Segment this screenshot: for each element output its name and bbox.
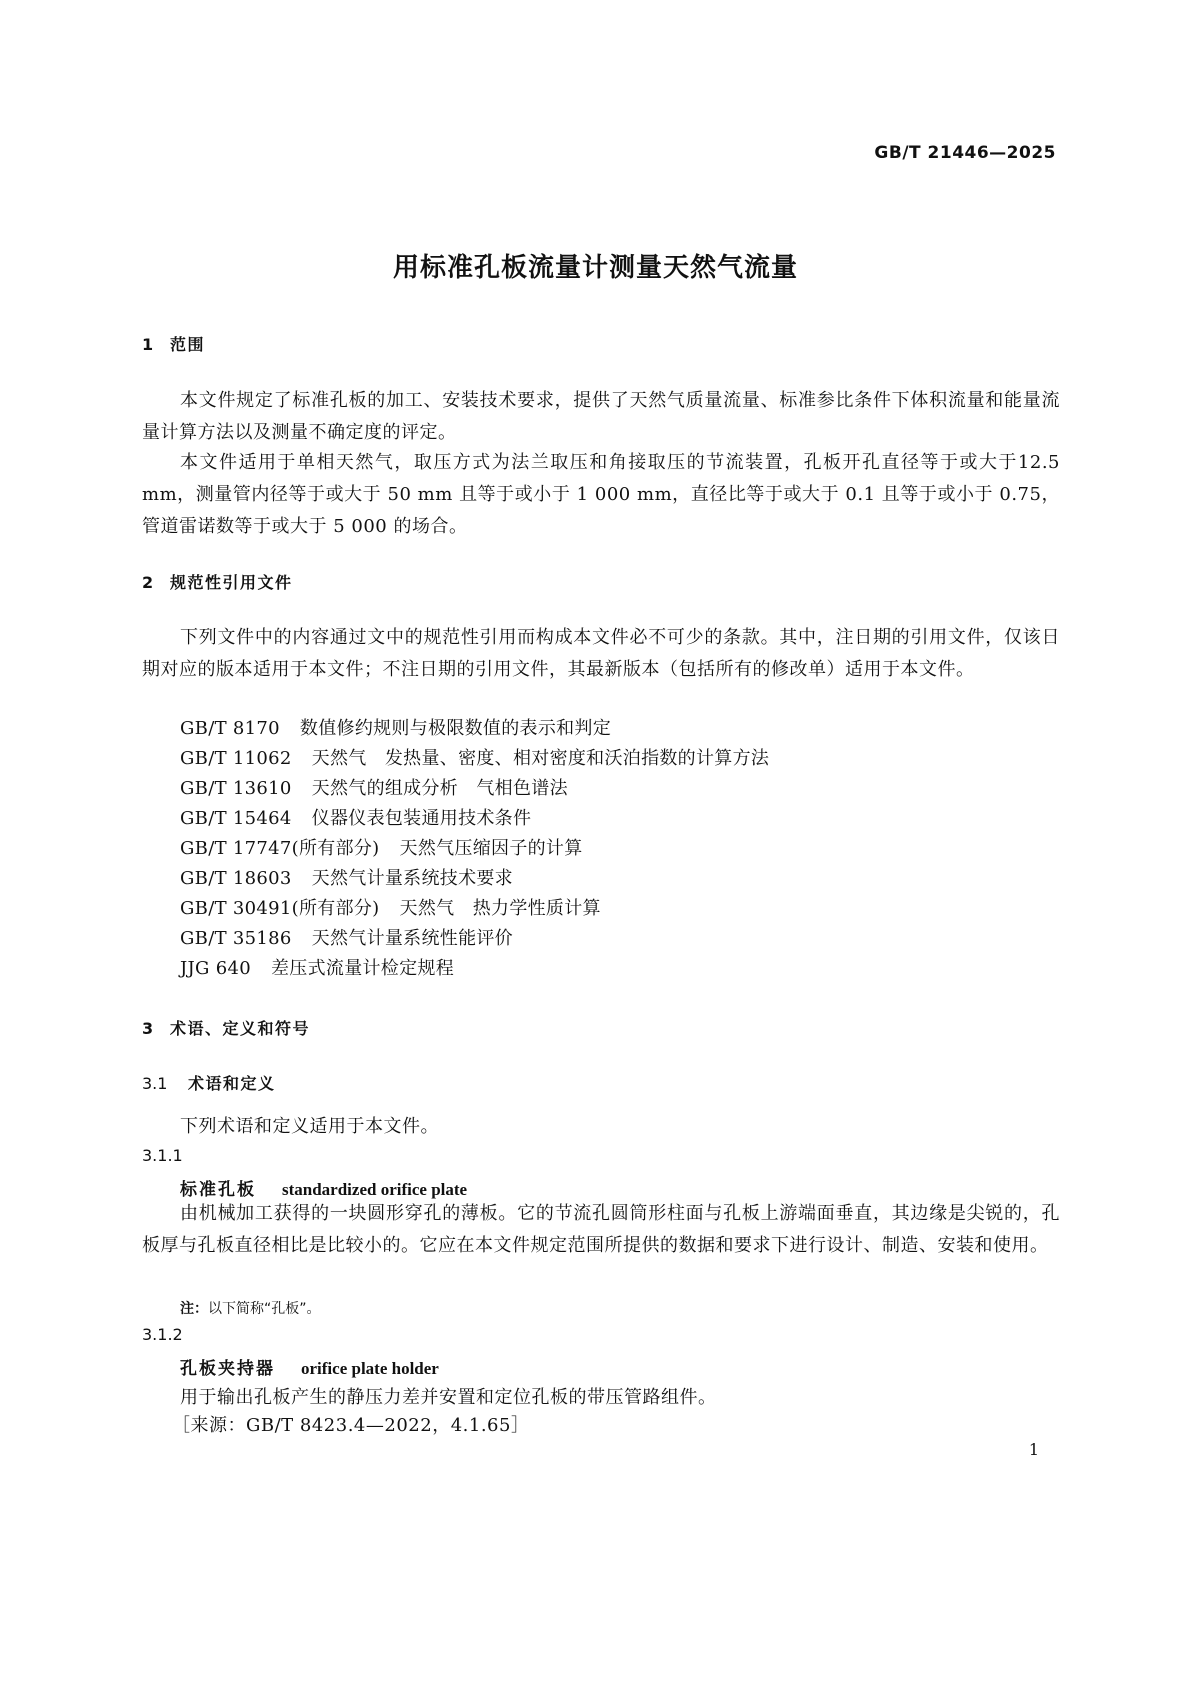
section-number: 3 — [142, 1019, 155, 1038]
term-number: 3.1.1 — [142, 1146, 183, 1165]
reference-code: GB/T 15464 — [180, 808, 292, 829]
reference-title: 数值修约规则与极限数值的表示和判定 — [299, 718, 612, 739]
terms-intro: 下列术语和定义适用于本文件。 — [180, 1116, 439, 1137]
reference-item — [180, 774, 769, 804]
term-source: ［来源：GB/T 8423.4—2022，4.1.65］ — [172, 1415, 530, 1436]
reference-title: 差压式流量计检定规程 — [271, 958, 454, 979]
document-title: 用标准孔板流量计测量天然气流量 — [392, 253, 798, 283]
scope-paragraph-2: 本文件适用于单相天然气，取压方式为法兰取压和角接取压的节流装置，孔板开孔直径等于或大于12.5 mm，测量管内径等于或大于 50 mm 且等于或小于 1 000 mm，直径比等于或大于 0.1 且等于或小于 0.75，管道雷诺数等于或大于 5 000 的场合。 — [142, 452, 1060, 537]
term-number: 3.1.2 — [142, 1325, 183, 1344]
term-heading — [180, 1354, 439, 1379]
term-english: orifice plate holder — [301, 1359, 439, 1378]
reference-item — [180, 714, 769, 744]
section-title: 规范性引用文件 — [170, 573, 293, 592]
normative-intro-paragraph: 下列文件中的内容通过文中的规范性引用而构成本文件必不可少的条款。其中，注日期的引用文件，仅该日期对应的版本适用于本文件；不注日期的引用文件，其最新版本（包括所有的修改单）适用于本文件。 — [142, 627, 1060, 680]
reference-code: GB/T 8170 — [180, 718, 280, 739]
term-heading — [180, 1175, 467, 1200]
reference-item — [180, 954, 769, 984]
reference-title: 天然气计量系统性能评价 — [311, 928, 513, 949]
section-heading-scope — [142, 332, 205, 355]
reference-title: 天然气 发热量、密度、相对密度和沃泊指数的计算方法 — [311, 748, 770, 769]
section-title: 范围 — [170, 335, 206, 354]
reference-item — [180, 924, 769, 954]
note-label: 注： — [180, 1301, 208, 1317]
reference-item — [180, 744, 769, 774]
reference-code: GB/T 30491(所有部分) — [180, 898, 380, 919]
section-number: 1 — [142, 335, 155, 354]
reference-code: GB/T 13610 — [180, 778, 292, 799]
subsection-heading-terms-and-definitions — [142, 1071, 276, 1094]
reference-code: GB/T 35186 — [180, 928, 292, 949]
reference-title: 天然气计量系统技术要求 — [311, 868, 513, 889]
note-text: 以下简称“孔板”。 — [208, 1301, 321, 1317]
section-heading-normative-references — [142, 570, 293, 593]
standard-number: GB/T 21446—2025 — [874, 143, 1056, 163]
reference-title: 仪器仪表包装通用技术条件 — [311, 808, 532, 829]
reference-title: 天然气压缩因子的计算 — [399, 838, 583, 859]
section-heading-terms-definitions-symbols — [142, 1016, 310, 1039]
reference-item — [180, 804, 769, 834]
term-definition: 用于输出孔板产生的静压力差并安置和定位孔板的带压管路组件。 — [180, 1387, 717, 1408]
scope-paragraph-1: 本文件规定了标准孔板的加工、安装技术要求，提供了天然气质量流量、标准参比条件下体积流量和能量流量计算方法以及测量不确定度的评定。 — [142, 390, 1060, 443]
section-number: 2 — [142, 573, 155, 592]
reference-title: 天然气 热力学性质计算 — [399, 898, 601, 919]
term-english: standardized orifice plate — [282, 1180, 468, 1199]
term-note — [180, 1298, 321, 1318]
subsection-number: 3.1 — [142, 1074, 168, 1093]
reference-item — [180, 864, 769, 894]
reference-item — [180, 834, 769, 864]
reference-list — [180, 714, 769, 984]
reference-code: GB/T 18603 — [180, 868, 292, 889]
reference-title: 天然气的组成分析 气相色谱法 — [311, 778, 568, 799]
reference-code: GB/T 17747(所有部分) — [180, 838, 380, 859]
term-definition: 由机械加工获得的一块圆形穿孔的薄板。它的节流孔圆筒形柱面与孔板上游端面垂直，其边缘是尖锐的，孔板厚与孔板直径相比是比较小的。它应在本文件规定范围所提供的数据和要求下进行设计、制造、安装和使用。 — [142, 1203, 1060, 1256]
term-chinese: 标准孔板 — [180, 1180, 256, 1200]
section-title: 术语、定义和符号 — [170, 1019, 311, 1038]
reference-code: GB/T 11062 — [180, 748, 292, 769]
page-number: 1 — [1028, 1440, 1039, 1459]
reference-item — [180, 894, 769, 924]
reference-code: JJG 640 — [180, 958, 251, 979]
term-chinese: 孔板夹持器 — [180, 1359, 275, 1379]
subsection-title: 术语和定义 — [188, 1074, 276, 1093]
